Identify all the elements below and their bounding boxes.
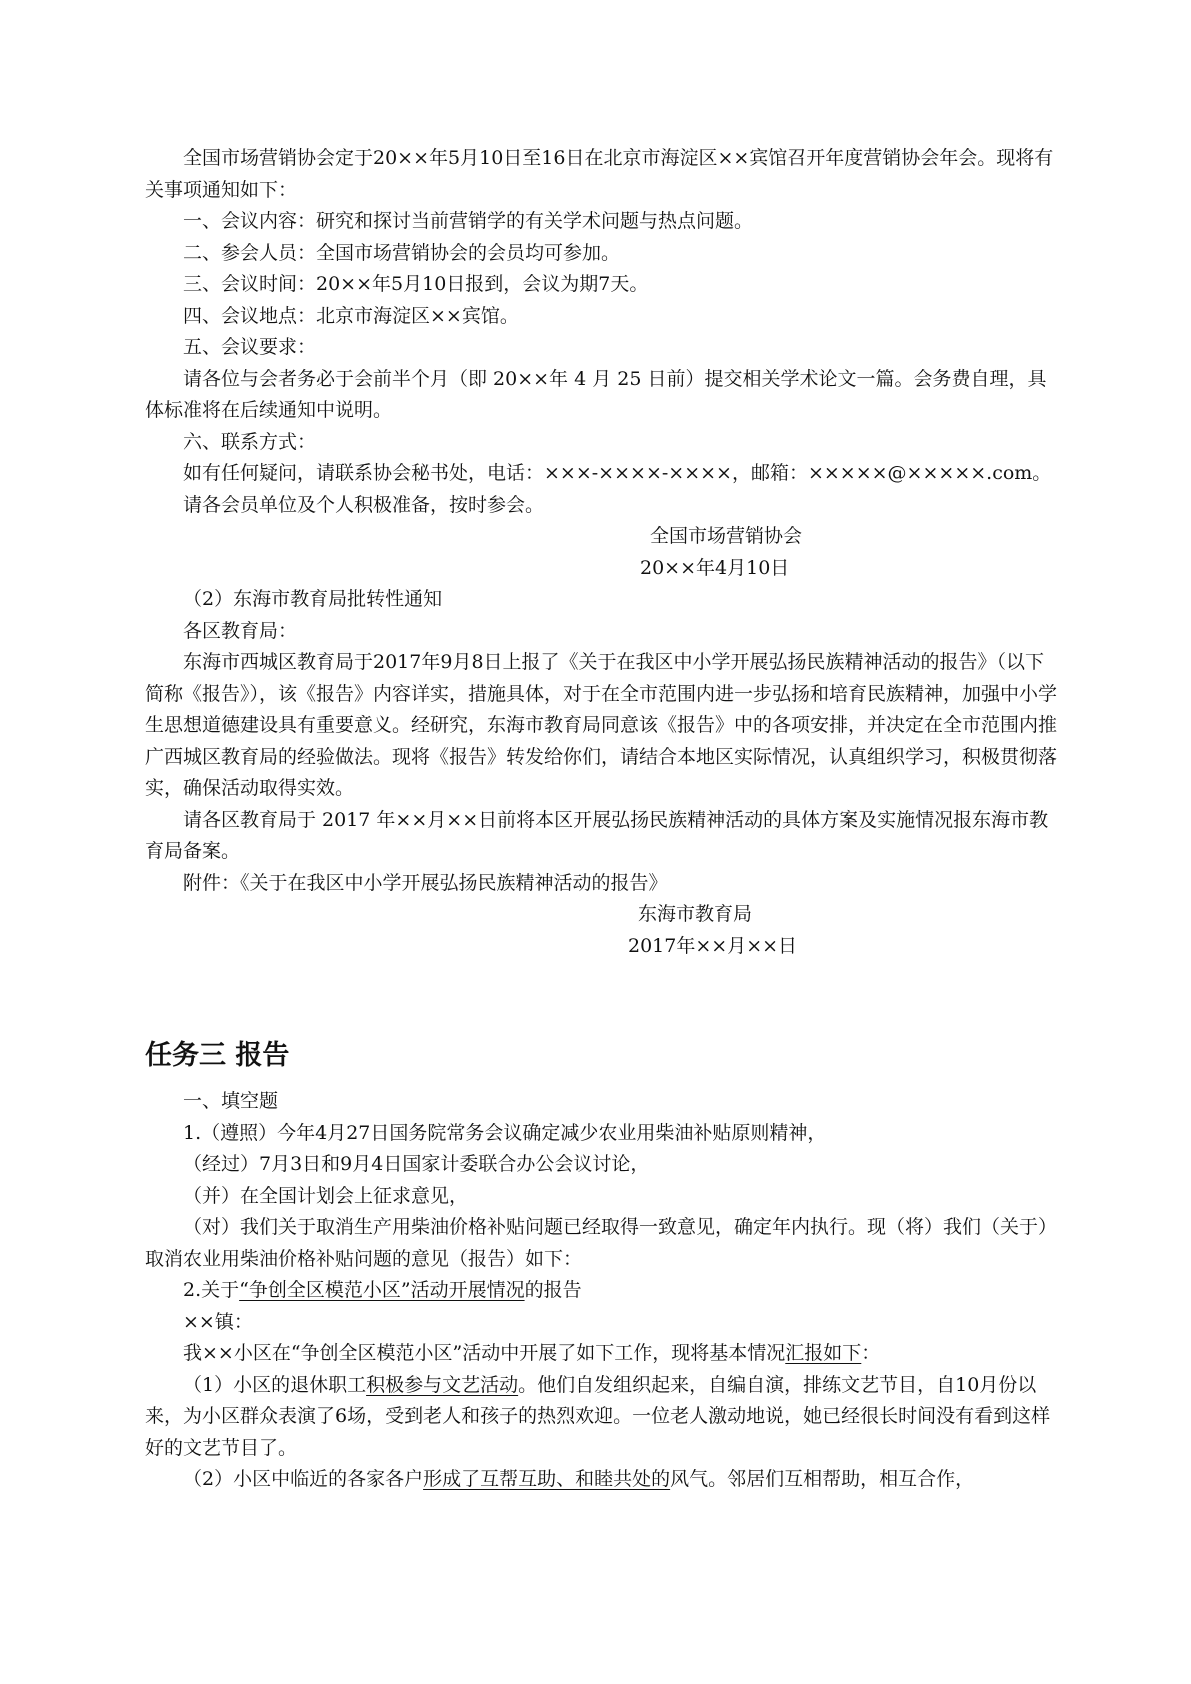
fill-blank-title: 一、填空题 (183, 1090, 279, 1112)
notice1-signature-org: 全国市场营销协会 (650, 525, 803, 547)
text-span: 。他们自发组织起来，自编自演，排练文艺节目，自10月份以来，为小区群众表演了6场，受到老人和孩子的热烈欢迎。一位老人激动地说，她已经很长时间没有看到这样好的文艺节目了。 (145, 1373, 1051, 1459)
heading-spacer (145, 1076, 1060, 1086)
question2-title (145, 1275, 1060, 1307)
section-heading: 任务三 报告 (145, 1040, 290, 1071)
q2-suffix: 的报告 (524, 1279, 582, 1301)
text-span: （2）小区中临近的各家各户 (183, 1468, 424, 1490)
notice1-closing: 请各会员单位及个人积极准备，按时参会。 (183, 493, 545, 516)
answer-underline: 积极参与文艺活动 (366, 1373, 519, 1396)
q2-answer-underline: “争创全区模范小区”活动开展情况 (239, 1279, 525, 1301)
notice2-paragraph-deadline: 请各区教育局于 2017 年××月××日前将本区开展弘扬民族精神活动的具体方案及实施情况报东海市教育局备案。 (145, 808, 1049, 862)
text-span: （1）小区的退休职工 (183, 1373, 367, 1396)
notice1-paragraph: 全国市场营销协会定于20××年5月10日至16日在北京市海淀区××宾馆召开年度营销协会年会。现将有关事项通知如下： (145, 147, 1054, 201)
question2-item-2 (145, 1464, 1060, 1496)
notice1-item-requirements: 五、会议要求： (183, 336, 317, 358)
notice1-signature-date: 20××年4月10日 (640, 556, 790, 579)
question1-line: （经过）7月3日和9月4日国家计委联合办公会议讨论， (183, 1153, 650, 1175)
section-spacer (145, 962, 1060, 1036)
question2-item-1 (145, 1370, 1060, 1465)
question2-addressee: ××镇： (183, 1310, 253, 1333)
notice1-item-content: 一、会议内容：研究和探讨当前营销学的有关学术问题与热点问题。 (183, 210, 754, 232)
notice1-item-attendees: 二、参会人员：全国市场营销协会的会员均可参加。 (183, 241, 621, 264)
question1-line: （对）我们关于取消生产用柴油价格补贴问题已经取得一致意见，确定年内执行。现（将）我们（关于）取消农业用柴油价格补贴问题的意见（报告）如下： (145, 1216, 1058, 1270)
question1-line: （并）在全国计划会上征求意见， (183, 1184, 469, 1207)
notice1-item-time: 三、会议时间：20××年5月10日报到，会议为期7天。 (183, 273, 649, 295)
answer-underline: 形成了互帮互助、和睦共处的 (423, 1468, 671, 1490)
notice2-attachment: 附件：《关于在我区中小学开展弘扬民族精神活动的报告》 (183, 871, 668, 894)
text-span: 风气。邻居们互相帮助，相互合作， (670, 1468, 975, 1490)
notice2-addressee: 各区教育局： (183, 619, 298, 642)
notice2-title: （2）东海市教育局批转性通知 (183, 588, 443, 610)
notice1-requirements-text: 请各位与会者务必于会前半个月（即 20××年 4 月 25 日前）提交相关学术论文一篇。会务费自理，具体标准将在后续通知中说明。 (145, 367, 1047, 421)
notice2-paragraph: 东海市西城区教育局于2017年9月8日上报了《关于在我区中小学开展弘扬民族精神活动的报告》（以下简称《报告》），该《报告》内容详实，措施具体，对于在全市范围内进一步弘扬和培育民族精神，加强中小学生思想道德建设具有重要意义。经研究，东海市教育局同意该《报告》中的各项安排，并决定在全市范围内推广西城区教育局的经验做法。现将《报告》转发给你们，请结合本地区实际情况，认真组织学习，积极贯彻落实，确保活动取得实效。 (145, 651, 1058, 799)
notice1-contact-text: 如有任何疑问，请联系协会秘书处，电话：×××-××××-××××，邮箱：×××××@×××××.com。 (183, 462, 1052, 484)
question2-paragraph (145, 1338, 1060, 1370)
question1-line: 1.（遵照）今年4月27日国务院常务会议确定减少农业用柴油补贴原则精神， (183, 1121, 827, 1144)
text-span: 我××小区在“争创全区模范小区”活动中开展了如下工作，现将基本情况 (183, 1342, 786, 1364)
notice1-item-location: 四、会议地点：北京市海淀区××宾馆。 (183, 304, 519, 327)
answer-underline: 汇报如下 (785, 1342, 862, 1364)
notice2-signature-org: 东海市教育局 (638, 903, 753, 925)
q2-prefix: 2.关于 (183, 1279, 240, 1301)
document-body (145, 143, 1060, 1496)
notice2-signature-date: 2017年××月××日 (628, 934, 798, 957)
notice1-item-contact: 六、联系方式： (183, 430, 317, 453)
text-span: ： (861, 1342, 881, 1364)
